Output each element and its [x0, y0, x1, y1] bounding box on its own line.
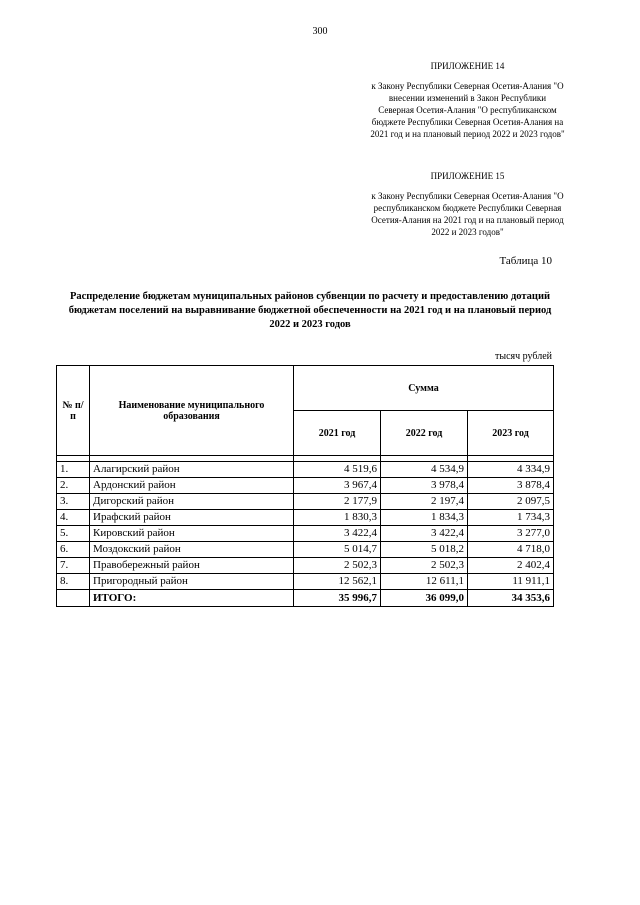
row-name: Ардонский район — [90, 478, 294, 494]
row-value-2022: 3 978,4 — [381, 478, 468, 494]
row-value-2023: 4 334,9 — [468, 462, 554, 478]
row-value-2023: 1 734,3 — [468, 510, 554, 526]
table-row — [57, 542, 554, 558]
row-number: 4. — [57, 510, 90, 526]
total-2023: 34 353,6 — [468, 590, 554, 607]
row-name: Ирафский район — [90, 510, 294, 526]
row-number: 7. — [57, 558, 90, 574]
row-value-2023: 3 878,4 — [468, 478, 554, 494]
row-value-2022: 3 422,4 — [381, 526, 468, 542]
header-2023: 2023 год — [468, 411, 554, 456]
row-value-2021: 1 830,3 — [294, 510, 381, 526]
appendix-15-block — [370, 170, 565, 238]
budget-table — [56, 365, 554, 607]
total-2021: 35 996,7 — [294, 590, 381, 607]
row-value-2021: 2 502,3 — [294, 558, 381, 574]
header-name: Наименование муниципального образования — [90, 366, 294, 456]
row-value-2021: 5 014,7 — [294, 542, 381, 558]
appendix-15-heading: ПРИЛОЖЕНИЕ 15 — [430, 171, 505, 181]
row-value-2021: 3 967,4 — [294, 478, 381, 494]
row-number: 6. — [57, 542, 90, 558]
table-label: Таблица 10 — [499, 255, 552, 267]
header-2021: 2021 год — [294, 411, 381, 456]
table-row — [57, 558, 554, 574]
row-value-2021: 4 519,6 — [294, 462, 381, 478]
row-number: 3. — [57, 494, 90, 510]
table-row — [57, 462, 554, 478]
row-value-2023: 11 911,1 — [468, 574, 554, 590]
appendix-14-heading: ПРИЛОЖЕНИЕ 14 — [430, 61, 505, 71]
total-label: ИТОГО: — [90, 590, 294, 607]
row-number: 2. — [57, 478, 90, 494]
row-name: Алагирский район — [90, 462, 294, 478]
units-label: тысяч рублей — [494, 351, 552, 362]
table-row — [57, 526, 554, 542]
row-value-2021: 3 422,4 — [294, 526, 381, 542]
row-name: Правобережный район — [90, 558, 294, 574]
row-value-2022: 2 197,4 — [381, 494, 468, 510]
row-value-2021: 12 562,1 — [294, 574, 381, 590]
row-value-2021: 2 177,9 — [294, 494, 381, 510]
table-row — [57, 494, 554, 510]
appendix-14-text: к Закону Республики Северная Осетия-Алания "О внесении изменений в Закон Республики Северная Осетия-Алания "О республиканском бюджете Республики Северная Осетия-Алания на 2021 год и на плановый период 2022 и 2023 годов" — [370, 81, 565, 139]
total-2022: 36 099,0 — [381, 590, 468, 607]
appendix-14-block — [370, 60, 565, 140]
row-number: 1. — [57, 462, 90, 478]
document-title: Распределение бюджетам муниципальных районов субвенции по расчету и предоставлению дотаций бюджетам поселений на выравнивание бюджетной обеспеченности на 2021 год и на плановый период 2022 и 2023 годов — [68, 291, 552, 330]
page-number: 300 — [312, 26, 328, 37]
row-value-2023: 2 402,4 — [468, 558, 554, 574]
row-value-2022: 2 502,3 — [381, 558, 468, 574]
row-value-2023: 2 097,5 — [468, 494, 554, 510]
header-num: № п/п — [57, 366, 90, 456]
table-header-row — [57, 366, 554, 411]
row-number: 5. — [57, 526, 90, 542]
row-name: Кировский район — [90, 526, 294, 542]
row-name: Моздокский район — [90, 542, 294, 558]
table-row — [57, 478, 554, 494]
table-row — [57, 510, 554, 526]
row-value-2022: 4 534,9 — [381, 462, 468, 478]
total-row — [57, 590, 554, 607]
row-number: 8. — [57, 574, 90, 590]
table-row — [57, 574, 554, 590]
appendix-15-text: к Закону Республики Северная Осетия-Алания "О республиканском бюджете Республики Северная Осетия-Алания на 2021 год и на плановый период 2022 и 2023 годов" — [371, 191, 564, 237]
row-name: Дигорский район — [90, 494, 294, 510]
row-name: Пригородный район — [90, 574, 294, 590]
row-value-2022: 5 018,2 — [381, 542, 468, 558]
row-value-2022: 1 834,3 — [381, 510, 468, 526]
header-2022: 2022 год — [381, 411, 468, 456]
row-value-2022: 12 611,1 — [381, 574, 468, 590]
row-value-2023: 3 277,0 — [468, 526, 554, 542]
row-value-2023: 4 718,0 — [468, 542, 554, 558]
header-sum: Сумма — [294, 366, 554, 411]
